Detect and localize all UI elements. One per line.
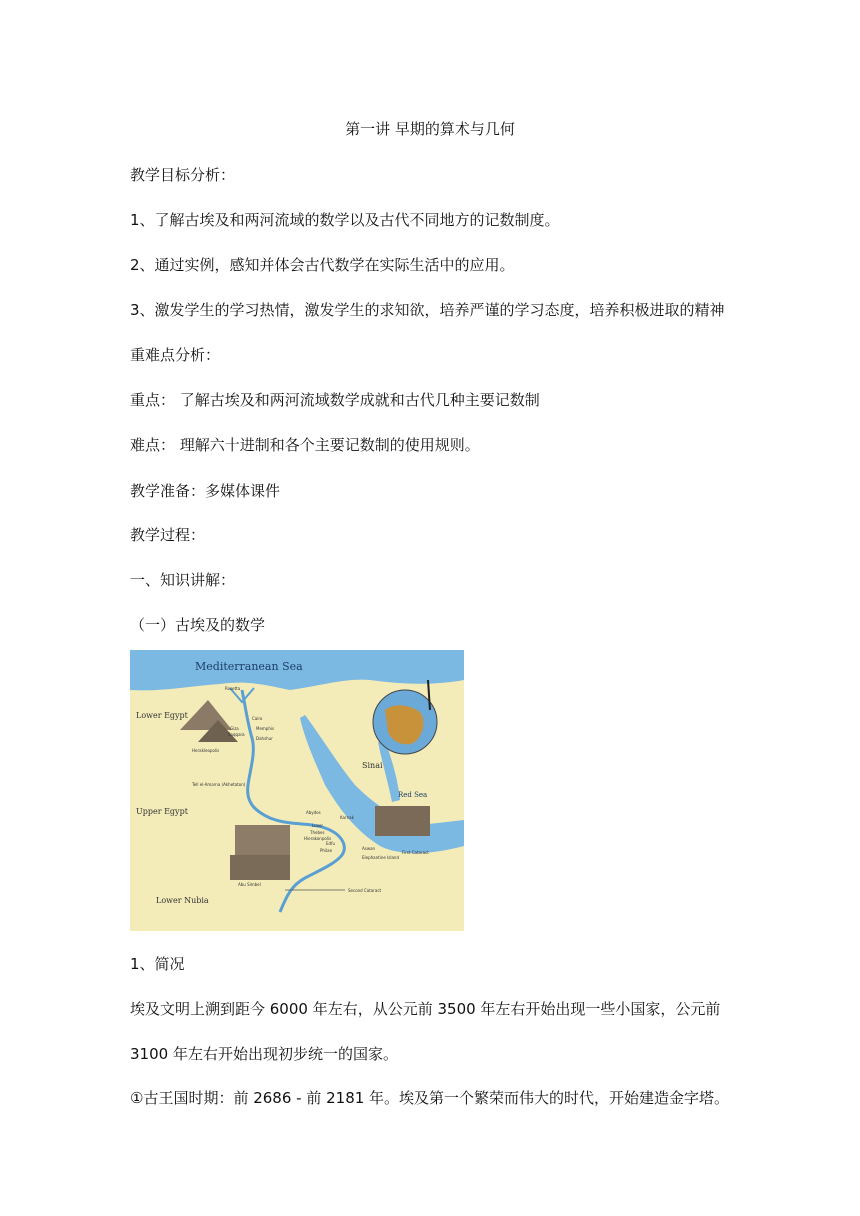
objectives-heading: 教学目标分析： [130,166,236,184]
paragraph-old-kingdom: ①古王国时期：前 2686 - 前 2181 年。埃及第一个繁荣而伟大的时代，开始建造金字塔。 [130,1089,730,1107]
key-points-heading: 重难点分析： [130,346,221,364]
subsection-heading: （一）古埃及的数学 [130,616,266,634]
map-label-herakleopolis: Herakleopolis [192,748,220,753]
objective-3: 3、激发学生的学习热情，激发学生的求知欲，培养严谨的学习态度，培养积极进取的精神 [130,301,725,319]
map-label-thebes: Thebes [310,830,325,835]
map-label-red-sea: Red Sea [398,791,428,799]
item-heading: 1、简况 [130,955,185,973]
map-temple [235,825,290,855]
paragraph-line: 3100 年左右开始出现初步统一的国家。 [130,1045,398,1063]
map-label-first-cataract: First Cataract [402,850,429,855]
paragraph-line: 埃及文明上溯到距今 6000 年左右，从公元前 3500 年左右开始出现一些小国家，公元前 [130,1000,721,1018]
map-label-cairo: Cairo [252,716,263,721]
map-label-lower-nubia: Lower Nubia [156,896,209,905]
map-label-philae: Philae [320,848,333,853]
map-label-second-cataract: Second Cataract [348,888,382,893]
objective-2: 2、通过实例，感知并体会古代数学在实际生活中的应用。 [130,256,515,274]
map-temple [230,855,290,880]
map-label-rosetta: Rosetta [225,686,241,691]
map-label-abydos: Abydos [306,810,321,815]
map-label-aswan: Aswan [362,846,376,851]
map-label-abu-simbel: Abu Simbel [238,882,261,887]
map-label-lower-egypt: Lower Egypt [136,711,188,720]
objective-1: 1、了解古埃及和两河流域的数学以及古代不同地方的记数制度。 [130,211,560,229]
map-temple [375,806,430,836]
map-label-sinai: Sinai [362,761,383,770]
map-label-upper-egypt: Upper Egypt [136,807,188,816]
map-label-karnak: Karnak [340,815,354,820]
map-label-dahshur: Dahshur [256,736,273,741]
map-label-elephantine: Elephantine Island [362,855,400,860]
teaching-preparation: 教学准备：多媒体课件 [130,482,281,500]
map-label-sea: Mediterranean Sea [195,660,303,673]
difficult-point: 难点： 理解六十进制和各个主要记数制的使用规则。 [130,436,480,454]
egypt-map [130,650,464,931]
map-label-memphis: Memphis [256,726,275,731]
map-label-giza: Giza [230,726,239,731]
map-label-luxor: Luxor [312,823,324,828]
map-label-saqqara: Saqqara [228,732,245,737]
map-label-hierakonpolis: Hierakonpolis [304,836,332,841]
lecture-title: 第一讲 早期的算术与几何 [345,120,515,138]
process-heading: 教学过程： [130,526,206,544]
key-point: 重点： 了解古埃及和两河流域数学成就和古代几种主要记数制 [130,391,540,409]
map-label-amarna: Tell el-Amarna (Akhetaton) [192,782,246,787]
map-label-edfu: Edfu [326,841,336,846]
section-heading: 一、知识讲解： [130,571,236,589]
